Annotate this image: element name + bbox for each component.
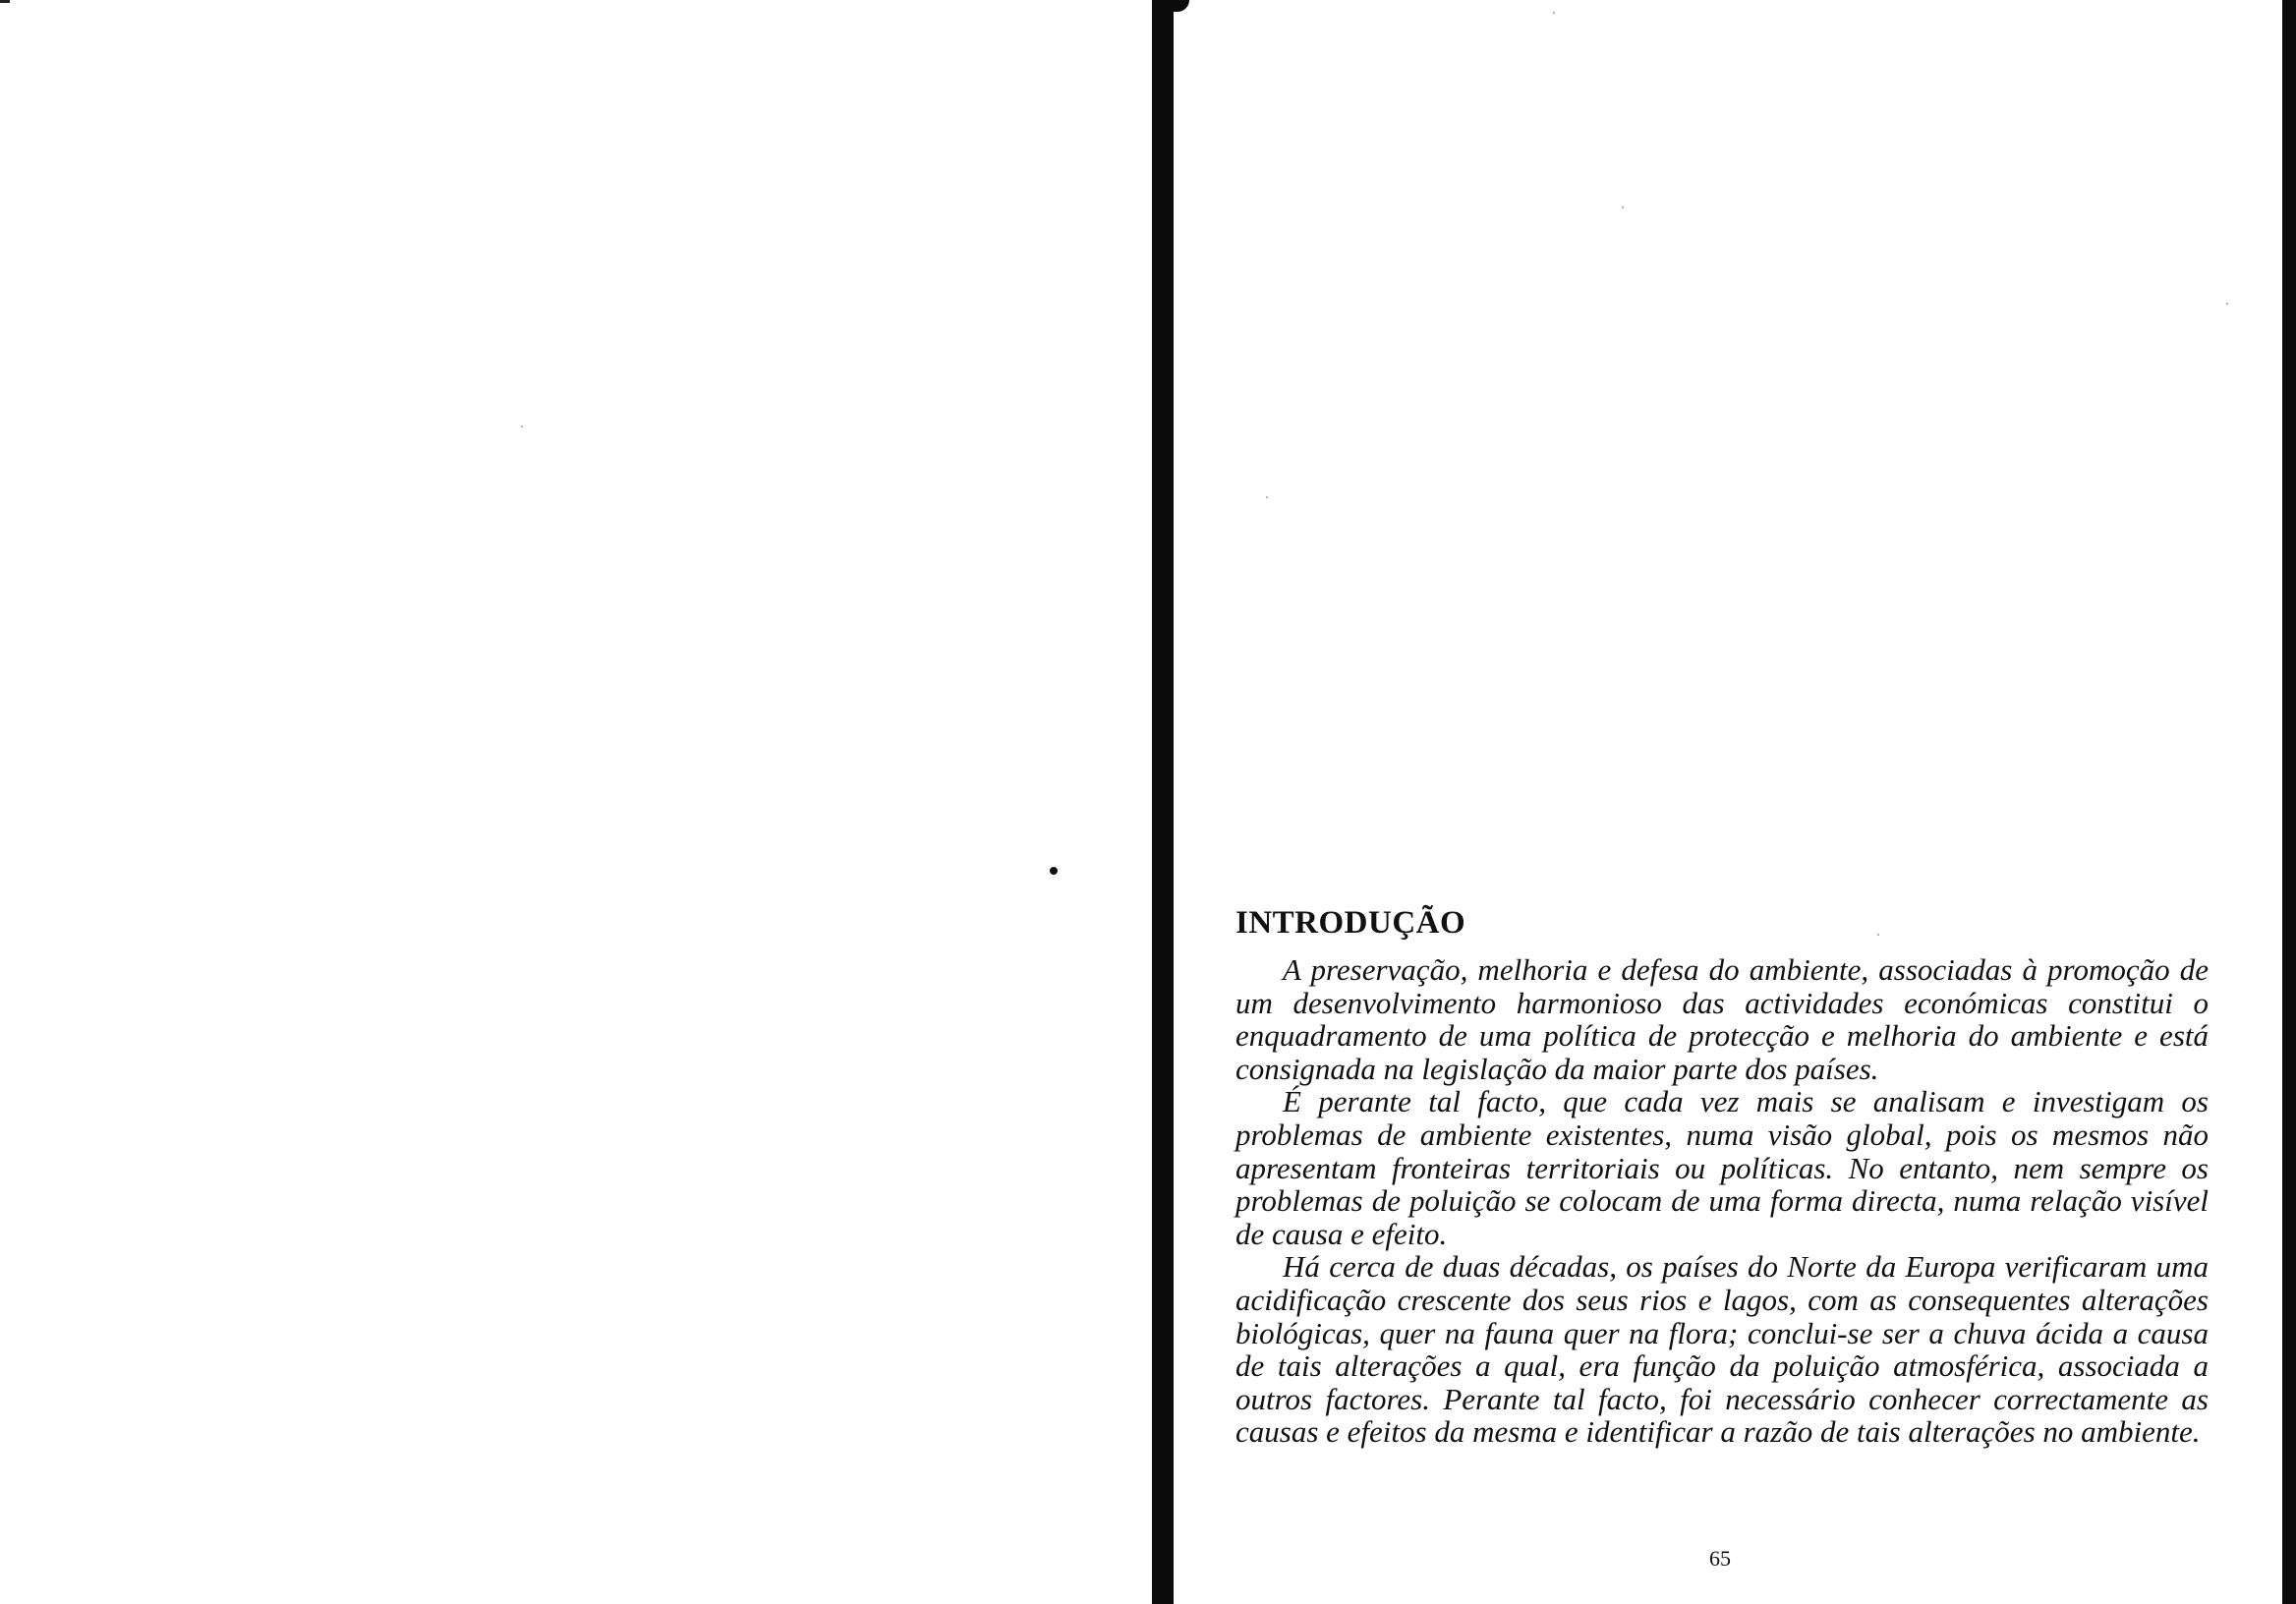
paragraph-1: A preservação, melhoria e defesa do ambiente, associadas à promoção de um desenvolvimento harmonioso das actividades económicas constitui o enquadramento de uma política de protecção e melhoria do ambiente e está consignada na legislação da maior parte dos países. (1235, 952, 2209, 1086)
binding-gutter-shadow (1152, 0, 1174, 1604)
scan-speck (1622, 206, 1624, 208)
ink-dot-mark (1050, 867, 1058, 875)
paragraph-3: Há cerca de duas décadas, os países do Norte da Europa verificaram uma acidificação crescente dos seus rios e lagos, com as consequentes alterações biológicas, quer na fauna quer na flora; conclui-se ser a chuva ácida a causa de tais alterações a qual, era função da poluição atmosférica, associada a outros factores. Perante tal facto, foi necessário conhecer correctamente as causas e efeitos da mesma e identificar a razão de tais alterações no ambiente. (1235, 1249, 2209, 1450)
paragraph-2: É perante tal facto, que cada vez mais se analisam e investigam os problemas de ambiente existentes, numa visão global, pois os mesmos não apresentam fronteiras territoriais ou políticas. No entanto, nem sempre os problemas de poluição se colocam de uma forma directa, numa relação visível de causa e efeito. (1235, 1084, 2209, 1251)
scan-speck (1266, 496, 1268, 498)
right-scan-edge (2282, 0, 2296, 1604)
binding-gutter-top (1152, 0, 1189, 12)
section-heading: INTRODUÇÃO (1235, 905, 1466, 941)
scan-edge-mark (0, 0, 10, 3)
scan-speck (1553, 12, 1555, 14)
scan-speck (2226, 303, 2228, 305)
introduction-section (1235, 902, 2209, 1449)
page-number: 65 (1709, 1546, 1731, 1571)
scan-speck (521, 426, 523, 428)
